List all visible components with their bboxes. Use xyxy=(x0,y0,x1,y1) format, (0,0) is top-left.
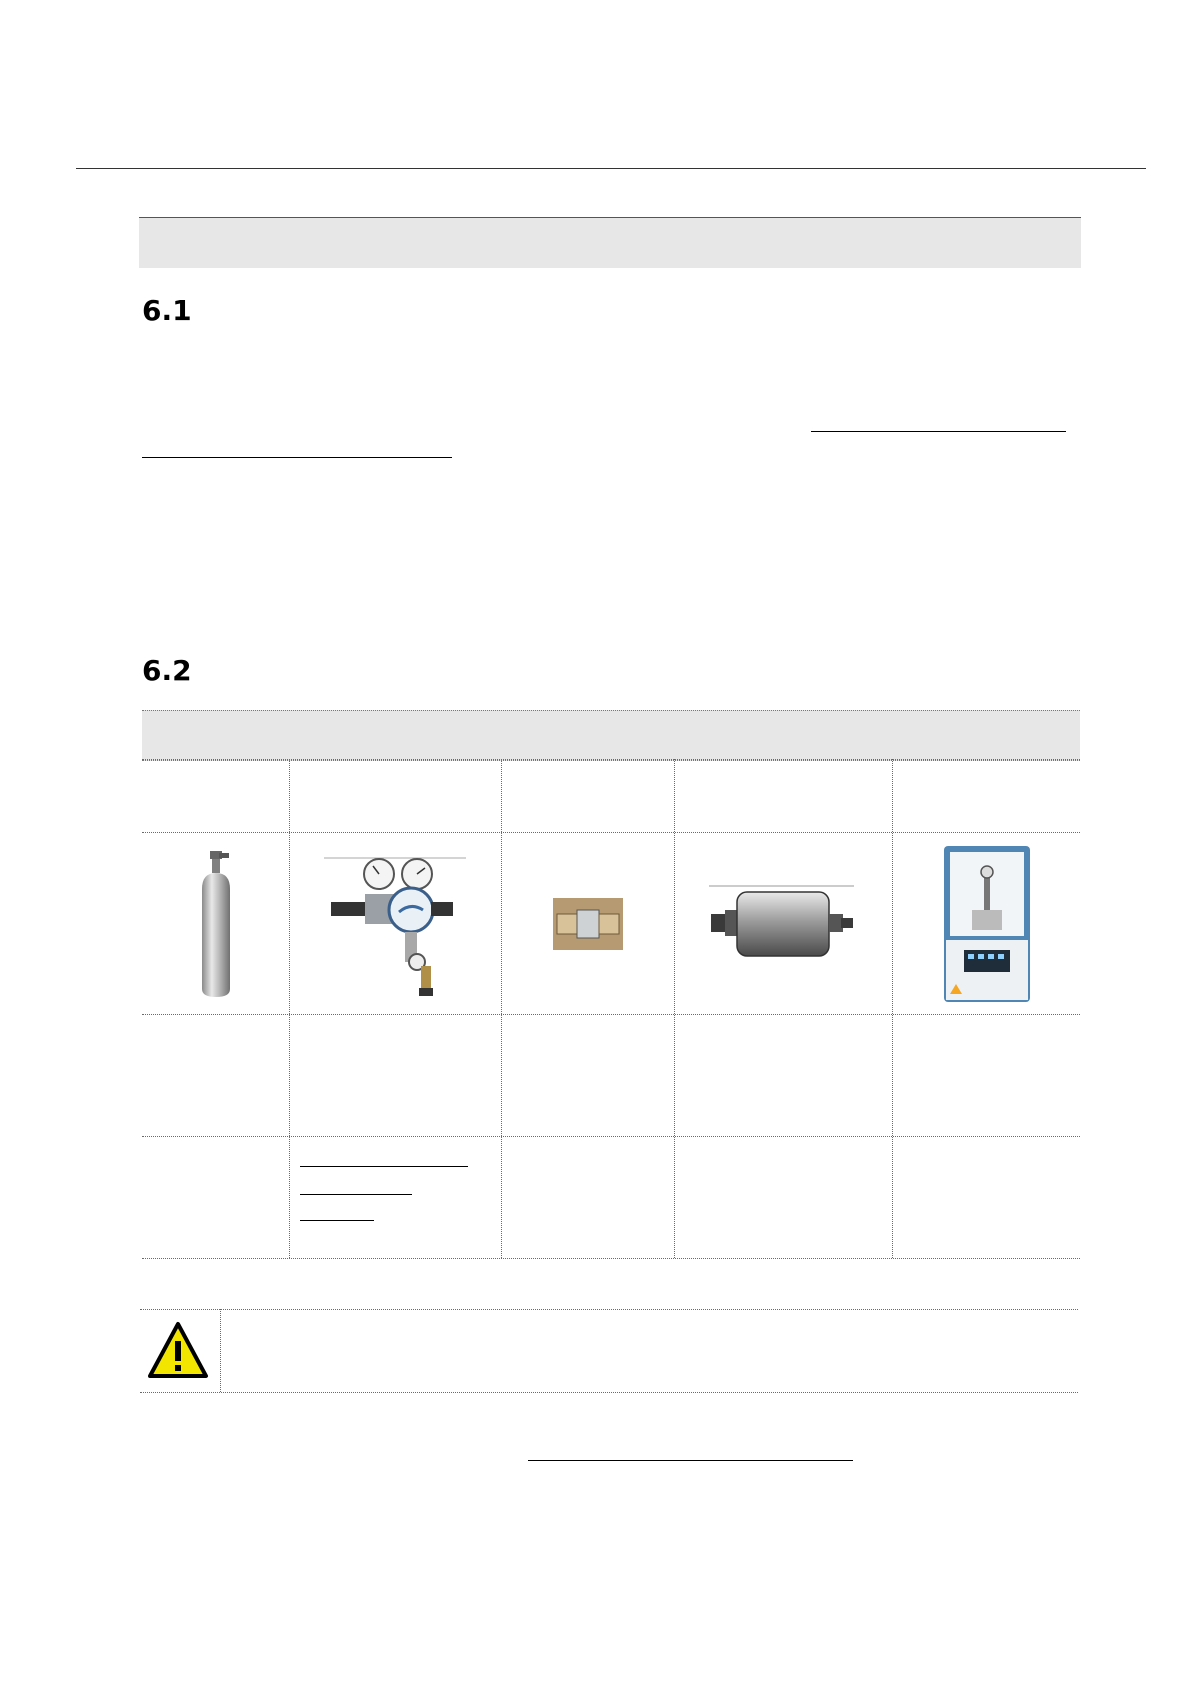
section-6-1-link-underline-2[interactable] xyxy=(142,457,452,458)
adapter-fitting-image xyxy=(502,833,674,1014)
page-header-rule xyxy=(76,168,1146,169)
parts-table-header-band xyxy=(142,710,1080,761)
table-rule xyxy=(142,1136,1080,1137)
warning-box-divider xyxy=(220,1309,221,1392)
bottom-link-underline[interactable] xyxy=(528,1460,853,1461)
table-rule xyxy=(142,1258,1080,1259)
section-6-2-heading: 6.2 xyxy=(142,654,192,687)
table-rule xyxy=(142,1014,1080,1015)
table-link-underline-3[interactable] xyxy=(300,1220,374,1221)
gas-cylinder-image xyxy=(142,833,289,1014)
filter-cartridge-image xyxy=(675,833,892,1014)
instrument-unit-image xyxy=(893,833,1080,1014)
chapter-header-band xyxy=(139,217,1081,268)
table-rule xyxy=(142,759,1080,760)
section-6-1-heading: 6.1 xyxy=(142,294,192,327)
table-link-underline-2[interactable] xyxy=(300,1194,412,1195)
table-link-underline-1[interactable] xyxy=(300,1166,468,1167)
warning-triangle-icon xyxy=(147,1321,209,1379)
warning-box-top-rule xyxy=(140,1309,1078,1310)
warning-box-bottom-rule xyxy=(140,1392,1078,1393)
section-6-1-link-underline-1[interactable] xyxy=(811,431,1066,432)
pressure-regulator-image xyxy=(290,833,501,1014)
